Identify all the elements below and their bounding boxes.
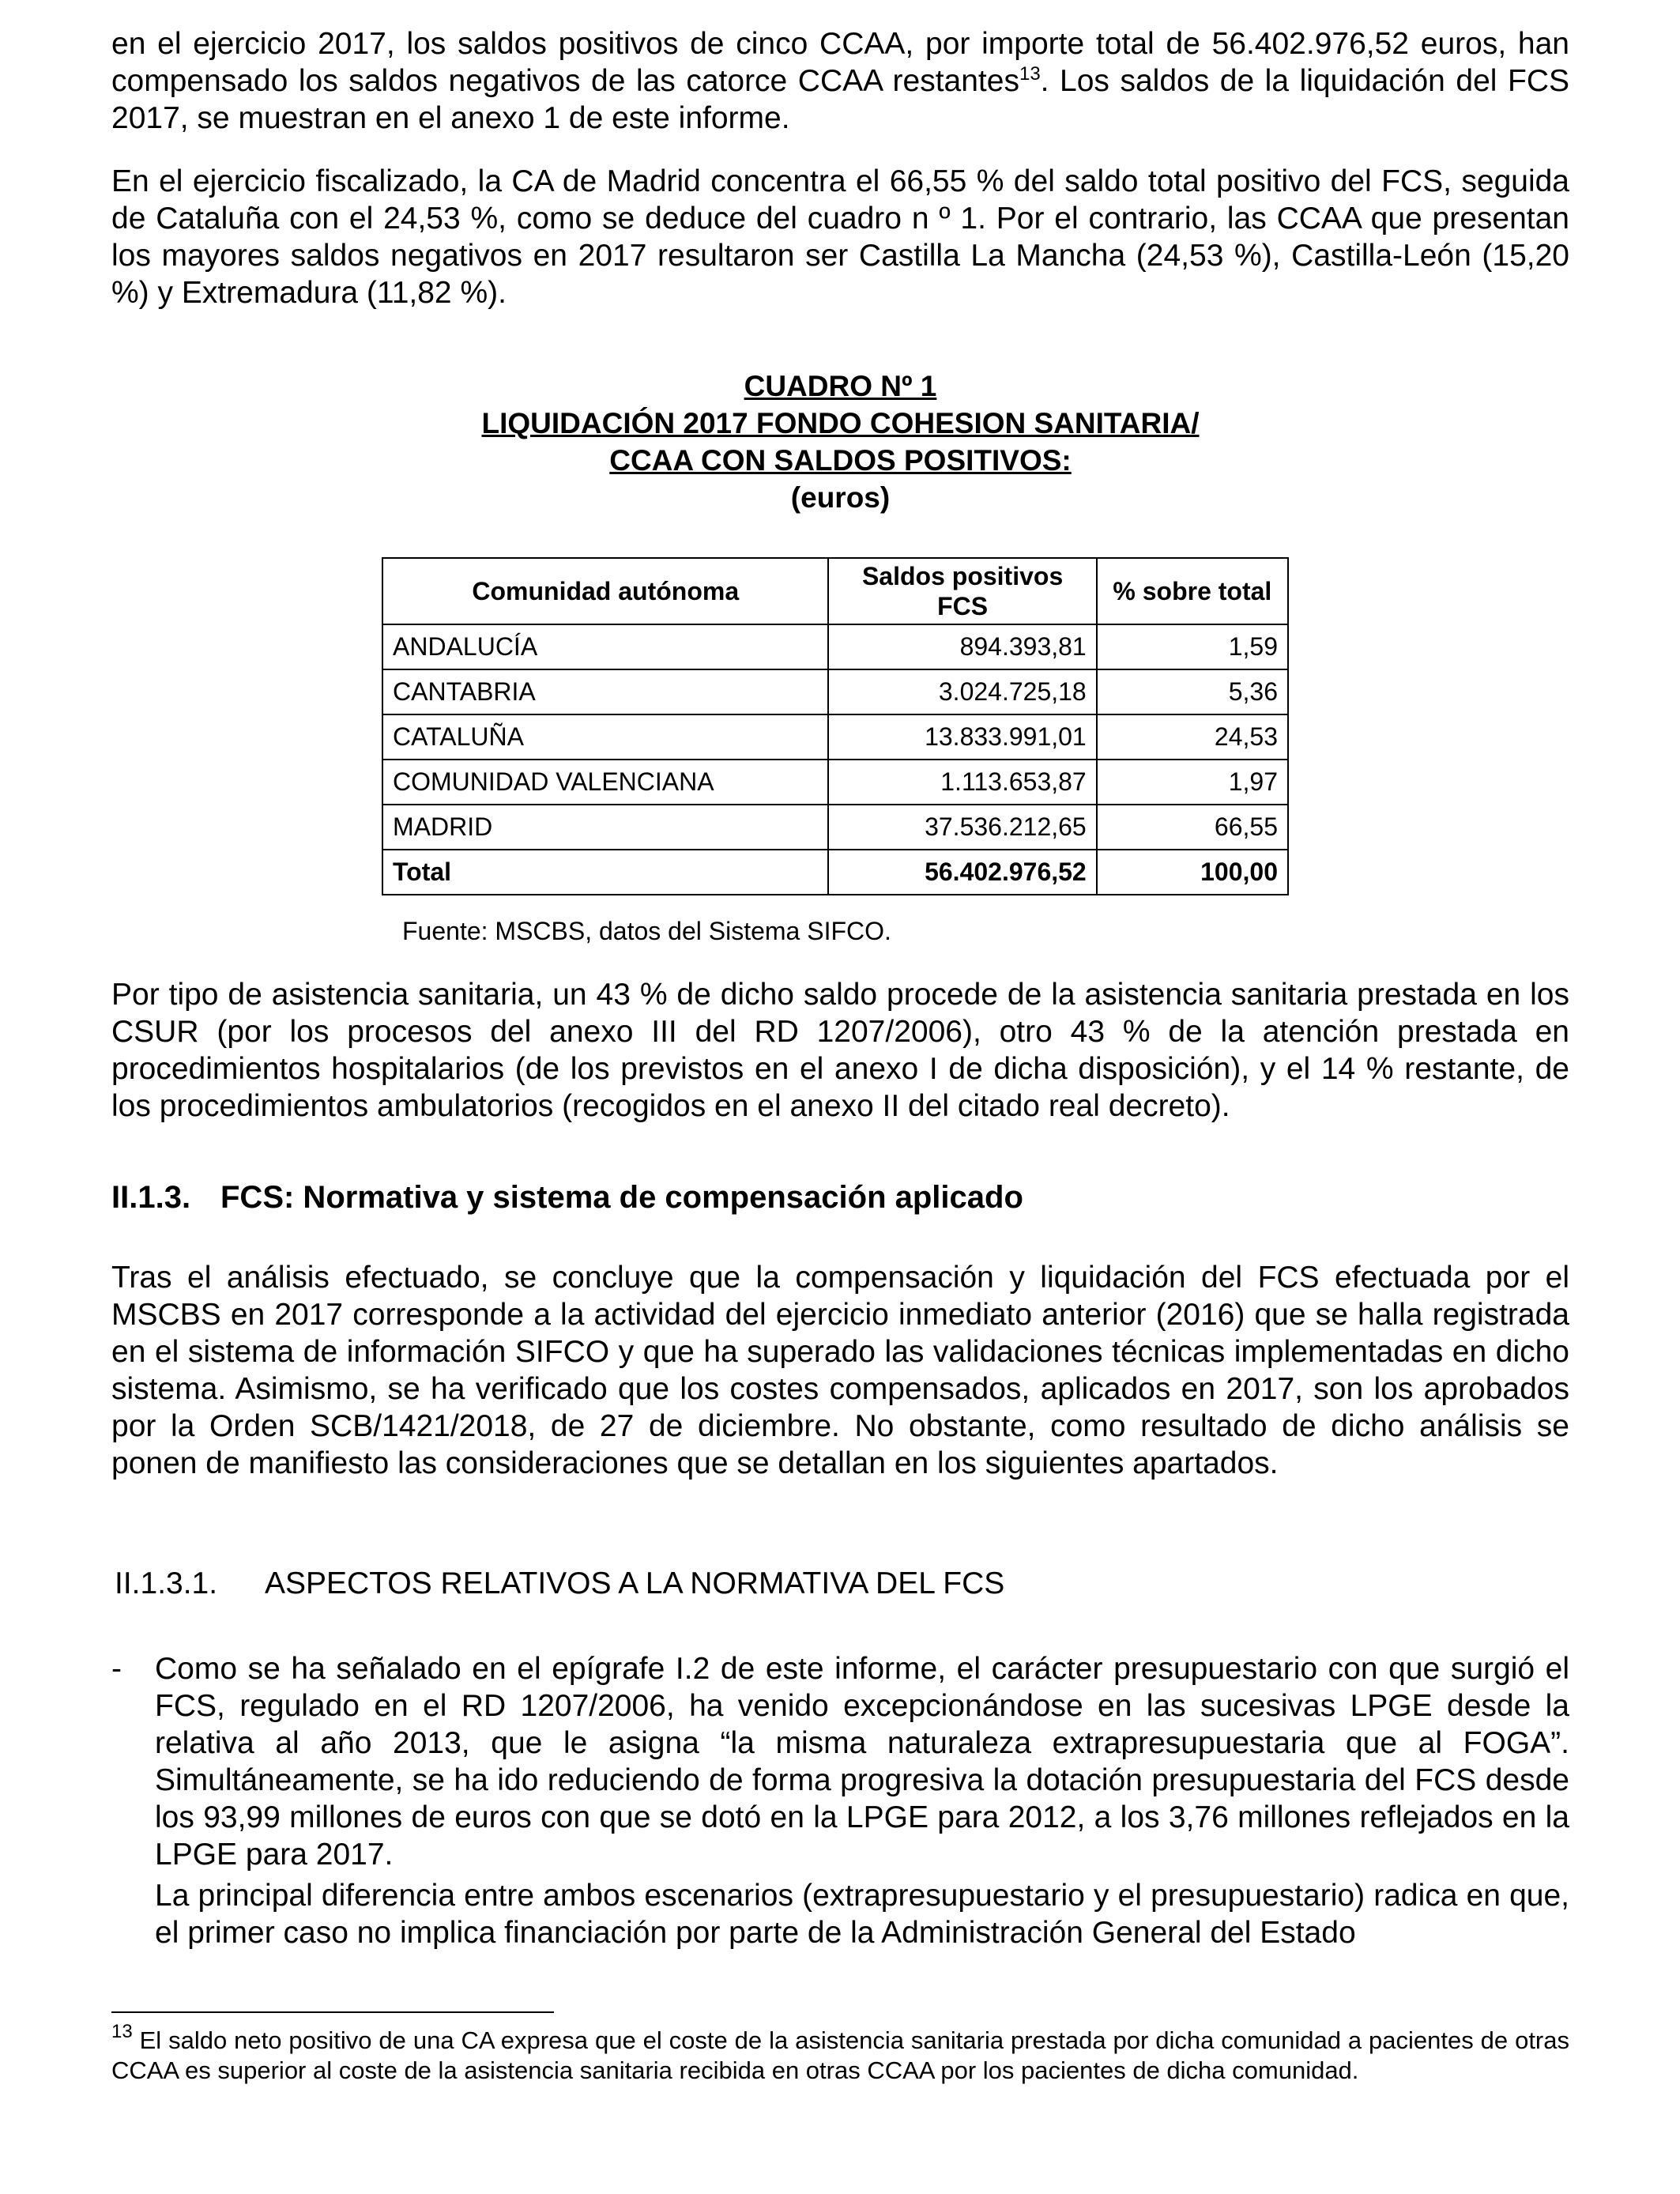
table-title-line1: CUADRO Nº 1 — [744, 370, 937, 402]
cell-saldo: 37.536.212,65 — [828, 805, 1096, 850]
cell-porcentaje: 5,36 — [1097, 669, 1288, 714]
footnote — [111, 2021, 1569, 2086]
paragraph-intro-text-end: . Los saldos de la liquidación del FCS 2017, se muestran en el anexo 1 de este informe. — [111, 64, 1570, 135]
table-row — [382, 760, 1288, 805]
header-porcentaje: % sobre total — [1097, 558, 1288, 624]
paragraph-analisis: Tras el análisis efectuado, se concluye que la compensación y liquidación del FCS efectuada por el MSCBS en 2017 corresponde a la actividad del ejercicio inmediato anterior (2016) que se halla registrada en el sistema de información SIFCO y que ha superado las validaciones técnicas implementadas en dicho sistema. Asimismo, se ha verificado que los costes compensados, aplicados en 2017, son los aprobados por la Orden SCB/1421/2018, de 27 de diciembre. No obstante, como resultado de dicho análisis se ponen de manifiesto las consideraciones que se detallan en los siguientes apartados. — [111, 1261, 1569, 1480]
cell-porcentaje: 1,59 — [1097, 624, 1288, 669]
footnote-marker: 13 — [111, 2021, 133, 2042]
cell-porcentaje: 66,55 — [1097, 805, 1288, 850]
table-title — [111, 368, 1569, 516]
footnote-text: El saldo neto positivo de una CA expresa que el coste de la asistencia sanitaria prestada por dicha comunidad a pacientes de otras CCAA es superior al coste de la asistencia sanitaria recibida en otras CCAA por los pacientes de dicha comunidad. — [111, 2026, 1569, 2084]
subsection-heading — [115, 1566, 1004, 1601]
table-header-row — [382, 558, 1288, 624]
table-row — [382, 714, 1288, 760]
subsection-heading-text: ASPECTOS RELATIVOS A LA NORMATIVA DEL FCS — [265, 1566, 1005, 1600]
cell-porcentaje: 24,53 — [1097, 714, 1288, 760]
cell-comunidad: COMUNIDAD VALENCIANA — [382, 760, 828, 805]
cell-comunidad: MADRID — [382, 805, 828, 850]
table-title-line3: CCAA CON SALDOS POSITIVOS: — [609, 444, 1072, 477]
cell-saldo: 894.393,81 — [828, 624, 1096, 669]
paragraph-madrid: En el ejercicio fiscalizado, la CA de Madrid concentra el 66,55 % del saldo total positivo del FCS, seguida de Cataluña con el 24,53 %, como se deduce del cuadro n º 1. Por el contrario, las CCAA que presentan los mayores saldos negativos en 2017 resultaron ser Castilla La Mancha (24,53 %), Castilla-León (15,20 %) y Extremadura (11,82 %). — [111, 164, 1569, 310]
header-comunidad: Comunidad autónoma — [382, 558, 828, 624]
section-heading-text: FCS: Normativa y sistema de compensación aplicado — [220, 1180, 1023, 1215]
paragraph-intro-text: en el ejercicio 2017, los saldos positivos de cinco CCAA, por importe total de 56.402.976,52 euros, han compensado los saldos negativos de las catorce CCAA restantes — [111, 27, 1569, 98]
cell-comunidad: CATALUÑA — [382, 714, 828, 760]
subsection-heading-number: II.1.3.1. — [115, 1566, 218, 1600]
table-total-row — [382, 850, 1288, 895]
table-row — [382, 669, 1288, 714]
cell-saldo: 13.833.991,01 — [828, 714, 1096, 760]
footnote-ref[interactable]: 13 — [1019, 63, 1041, 85]
cell-comunidad: CANTABRIA — [382, 669, 828, 714]
paragraph-normativa: Como se ha señalado en el epígrafe I.2 de este informe, el carácter presupuestario con que surgió el FCS, regulado en el RD 1207/2006, ha venido excepcionándose en las sucesivas LPGE desde la relativa al año 2013, que le asigna “la misma naturaleza extrapresupuestaria que al FOGA”. Simultáneamente, se ha ido reduciendo de forma progresiva la dotación presupuestaria del FCS desde los 93,99 millones de euros con que se dotó en la LPGE para 2012, a los 3,76 millones reflejados en la LPGE para 2017. — [155, 1652, 1569, 1872]
bullet-item — [111, 1650, 1569, 1873]
cell-saldo: 3.024.725,18 — [828, 669, 1096, 714]
cell-porcentaje: 1,97 — [1097, 760, 1288, 805]
cell-total-label: Total — [382, 850, 828, 895]
bullet-dash: - — [111, 1652, 122, 1686]
table-row — [382, 624, 1288, 669]
footnote-separator — [111, 2011, 554, 2013]
cell-saldo: 1.113.653,87 — [828, 760, 1096, 805]
table-title-units: (euros) — [790, 481, 891, 514]
paragraph-diferencia: La principal diferencia entre ambos escenarios (extrapresupuestario y el presupuestario) radica en que, el primer caso no implica financiación por parte de la Administración General del Estado — [155, 1879, 1569, 1950]
table-source: Fuente: MSCBS, datos del Sistema SIFCO. — [402, 917, 891, 945]
cell-total-porcentaje: 100,00 — [1097, 850, 1288, 895]
header-saldos: Saldos positivos FCS — [828, 558, 1096, 624]
table-row — [382, 805, 1288, 850]
section-heading — [111, 1180, 1023, 1216]
liquidation-table — [382, 557, 1289, 895]
section-heading-number: II.1.3. — [111, 1180, 191, 1215]
table-title-line2: LIQUIDACIÓN 2017 FONDO COHESION SANITARIA/ — [481, 407, 1200, 439]
paragraph-asistencia: Por tipo de asistencia sanitaria, un 43 % de dicho saldo procede de la asistencia sanitaria prestada en los CSUR (por los procesos del anexo III del RD 1207/2006), otro 43 % de la atención prestada en procedimientos hospitalarios (de los previstos en el anexo I de dicha disposición), y el 14 % restante, de los procedimientos ambulatorios (recogidos en el anexo II del citado real decreto). — [111, 978, 1569, 1123]
cell-total-saldo: 56.402.976,52 — [828, 850, 1096, 895]
cell-comunidad: ANDALUCÍA — [382, 624, 828, 669]
paragraph-intro — [111, 25, 1569, 137]
